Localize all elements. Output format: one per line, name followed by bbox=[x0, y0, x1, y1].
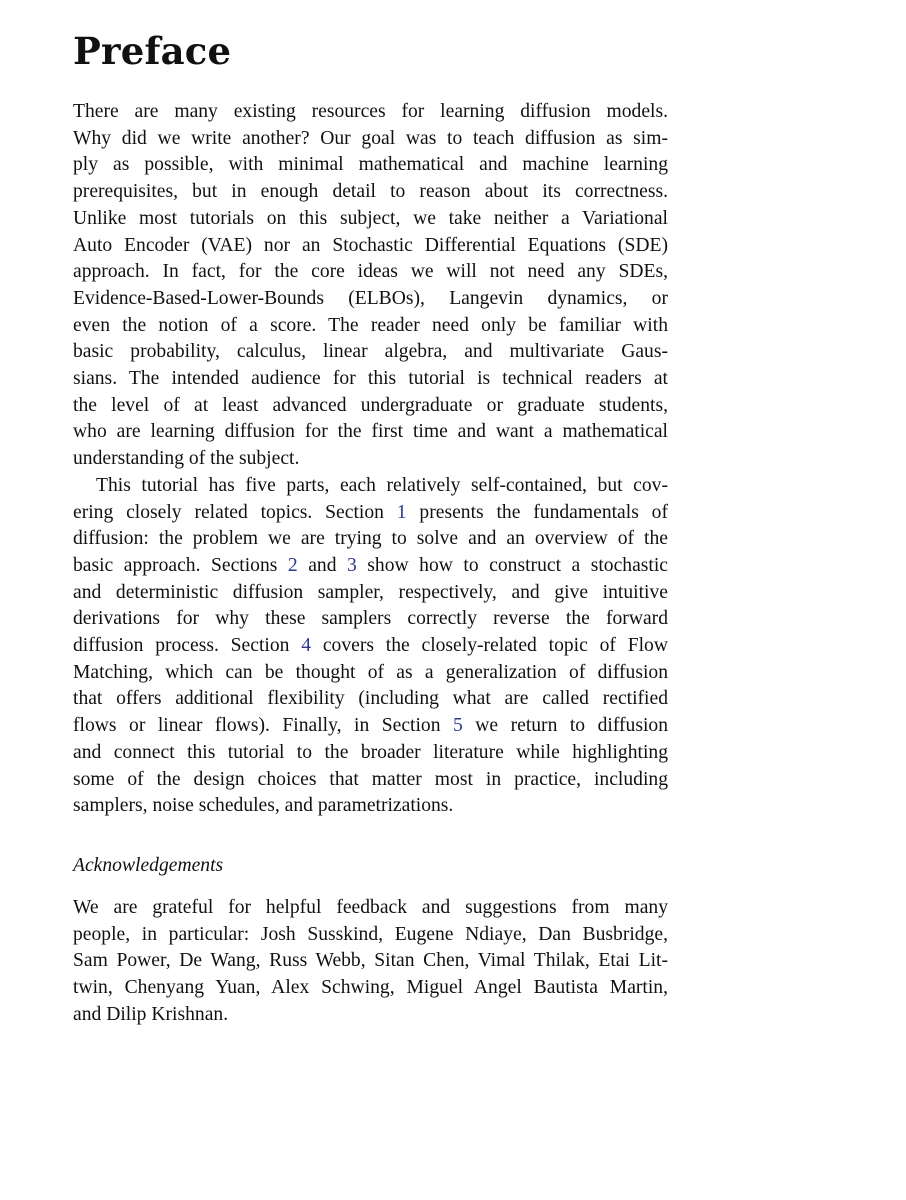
text-line bbox=[73, 713, 668, 740]
preface-paragraph-1 bbox=[73, 99, 668, 473]
text-line: Why did we write another? Our goal was to teach diffusion as sim- bbox=[73, 127, 668, 149]
text-line: that offers additional flexibility (including what are called rectified bbox=[73, 688, 668, 710]
text-line bbox=[73, 553, 668, 580]
text-line: This tutorial has five parts, each relatively self-contained, but cov- bbox=[96, 474, 668, 496]
section-3-link[interactable]: 3 bbox=[347, 554, 357, 576]
text-line: We are grateful for helpful feedback and suggestions from many bbox=[73, 897, 668, 918]
text-line: some of the design choices that matter most in practice, including bbox=[73, 768, 668, 790]
text-line: diffusion: the problem we are trying to solve and an overview of the bbox=[73, 528, 668, 550]
text-line: and Dilip Krishnan. bbox=[73, 1003, 229, 1025]
section-2-link[interactable]: 2 bbox=[287, 554, 298, 576]
text-line: who are learning diffusion for the first time and want a mathematical bbox=[73, 421, 668, 443]
text-line: Evidence-Based-Lower-Bounds (ELBOs), Langevin dynamics, or bbox=[73, 287, 668, 309]
text-line: ply as possible, with minimal mathematical and machine learning bbox=[73, 154, 668, 176]
text-segment: show how to construct a stochastic bbox=[356, 554, 668, 576]
text-line: basic probability, calculus, linear algebra, and multivariate Gaus- bbox=[73, 341, 668, 363]
text-line: Auto Encoder (VAE) nor an Stochastic Differential Equations (SDE) bbox=[73, 234, 668, 256]
text-line: even the notion of a score. The reader need only be familiar with bbox=[73, 314, 668, 336]
acknowledgements-paragraph bbox=[73, 895, 668, 1029]
text-line: and connect this tutorial to the broader literature while highlighting bbox=[73, 741, 668, 763]
text-segment: covers the closely-related topic of Flow bbox=[311, 635, 669, 657]
text-line bbox=[73, 633, 668, 660]
text-segment: diffusion process. Section bbox=[73, 635, 302, 657]
text-line: people, in particular: Josh Susskind, Eugene Ndiaye, Dan Busbridge, bbox=[73, 923, 668, 945]
text-line: understanding of the subject. bbox=[73, 448, 300, 470]
text-segment: basic approach. Sections bbox=[73, 554, 288, 576]
text-line: derivations for why these samplers correctly reverse the forward bbox=[73, 608, 668, 630]
text-segment: presents the fundamentals of bbox=[406, 501, 668, 523]
text-line: There are many existing resources for learning diffusion models. bbox=[73, 101, 668, 122]
text-segment: we return to diffusion bbox=[462, 715, 668, 737]
section-5-link[interactable]: 5 bbox=[452, 715, 463, 737]
text-segment: ering closely related topics. Section bbox=[73, 501, 397, 523]
page-title: Preface bbox=[73, 29, 232, 73]
section-4-link[interactable]: 4 bbox=[301, 635, 312, 657]
text-line: Sam Power, De Wang, Russ Webb, Sitan Chen, Vimal Thilak, Etai Lit- bbox=[73, 950, 668, 972]
section-1-link[interactable]: 1 bbox=[396, 501, 407, 523]
text-line: Unlike most tutorials on this subject, we take neither a Variational bbox=[73, 207, 668, 229]
text-line: Matching, which can be thought of as a generalization of diffusion bbox=[73, 661, 668, 683]
text-segment: and bbox=[297, 554, 347, 576]
text-line: samplers, noise schedules, and parametrizations. bbox=[73, 795, 454, 817]
text-line bbox=[73, 500, 668, 527]
text-line: sians. The intended audience for this tutorial is technical readers at bbox=[73, 368, 668, 390]
text-line: the level of at least advanced undergraduate or graduate students, bbox=[73, 394, 668, 416]
acknowledgements-heading: Acknowledgements bbox=[73, 855, 224, 876]
preface-body bbox=[73, 99, 668, 820]
text-line: twin, Chenyang Yuan, Alex Schwing, Miguel Angel Bautista Martin, bbox=[73, 977, 668, 999]
preface-paragraph-2 bbox=[73, 473, 668, 820]
text-line: prerequisites, but in enough detail to reason about its correctness. bbox=[73, 181, 668, 203]
text-line: approach. In fact, for the core ideas we will not need any SDEs, bbox=[73, 261, 668, 283]
text-line: and deterministic diffusion sampler, respectively, and give intuitive bbox=[73, 581, 668, 603]
text-segment: flows or linear flows). Finally, in Section bbox=[73, 715, 453, 737]
